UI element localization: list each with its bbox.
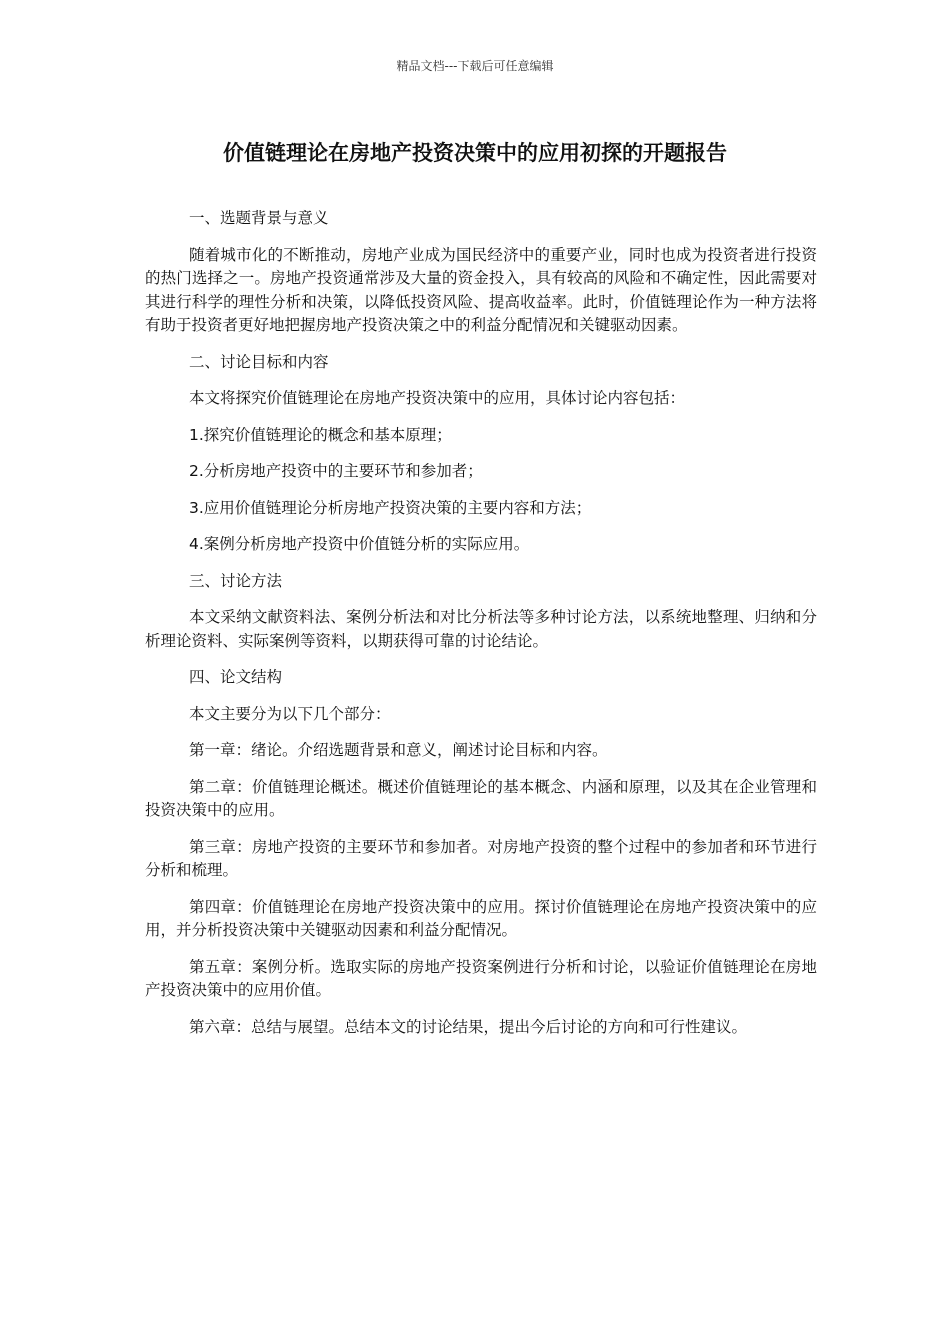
paragraph-goals-intro: 本文将探究价值链理论在房地产投资决策中的应用，具体讨论内容包括： bbox=[189, 389, 686, 407]
section-heading-methods: 三、讨论方法 bbox=[189, 571, 283, 590]
section-heading-goals: 二、讨论目标和内容 bbox=[189, 352, 329, 371]
section-heading-background: 一、选题背景与意义 bbox=[189, 209, 329, 227]
chapter-item: 第四章：价值链理论在房地产投资决策中的应用。探讨价值链理论在房地产投资决策中的应用，并分析投资决策中关键驱动因素和利益分配情况。 bbox=[145, 897, 817, 939]
list-item: 3.应用价值链理论分析房地产投资决策的主要内容和方法； bbox=[189, 498, 592, 517]
list-item: 2.分析房地产投资中的主要环节和参加者； bbox=[189, 462, 483, 480]
list-item: 4.案例分析房地产投资中价值链分析的实际应用。 bbox=[189, 535, 530, 553]
chapter-item: 第三章：房地产投资的主要环节和参加者。对房地产投资的整个过程中的参加者和环节进行分析和梳理。 bbox=[145, 837, 817, 879]
page-header: 精品文档---下载后可任意编辑 bbox=[396, 59, 554, 73]
section-heading-structure: 四、论文结构 bbox=[189, 668, 283, 686]
chapter-item: 第五章：案例分析。选取实际的房地产投资案例进行分析和讨论，以验证价值链理论在房地产投资决策中的应用价值。 bbox=[145, 957, 817, 999]
paragraph-background: 随着城市化的不断推动，房地产业成为国民经济中的重要产业，同时也成为投资者进行投资的热门选择之一。房地产投资通常涉及大量的资金投入，具有较高的风险和不确定性，因此需要对其进行科学的理性分析和决策，以降低投资风险、提高收益率。此时，价值链理论作为一种方法将有助于投资者更好地把握房地产投资决策之中的利益分配情况和关键驱动因素。 bbox=[145, 245, 817, 334]
chapter-item: 第二章：价值链理论概述。概述价值链理论的基本概念、内涵和原理，以及其在企业管理和投资决策中的应用。 bbox=[145, 777, 817, 819]
chapter-item: 第一章：绪论。介绍选题背景和意义，阐述讨论目标和内容。 bbox=[189, 741, 608, 759]
document-body bbox=[145, 207, 817, 1052]
document-title: 价值链理论在房地产投资决策中的应用初探的开题报告 bbox=[223, 141, 727, 165]
list-item: 1.探究价值链理论的概念和基本原理； bbox=[189, 425, 452, 444]
paragraph-methods: 本文采纳文献资料法、案例分析法和对比分析法等多种讨论方法，以系统地整理、归纳和分析理论资料、实际案例等资料，以期获得可靠的讨论结论。 bbox=[145, 608, 817, 650]
paragraph-structure-intro: 本文主要分为以下几个部分： bbox=[189, 704, 391, 723]
chapter-item: 第六章：总结与展望。总结本文的讨论结果，提出今后讨论的方向和可行性建议。 bbox=[189, 1017, 748, 1036]
